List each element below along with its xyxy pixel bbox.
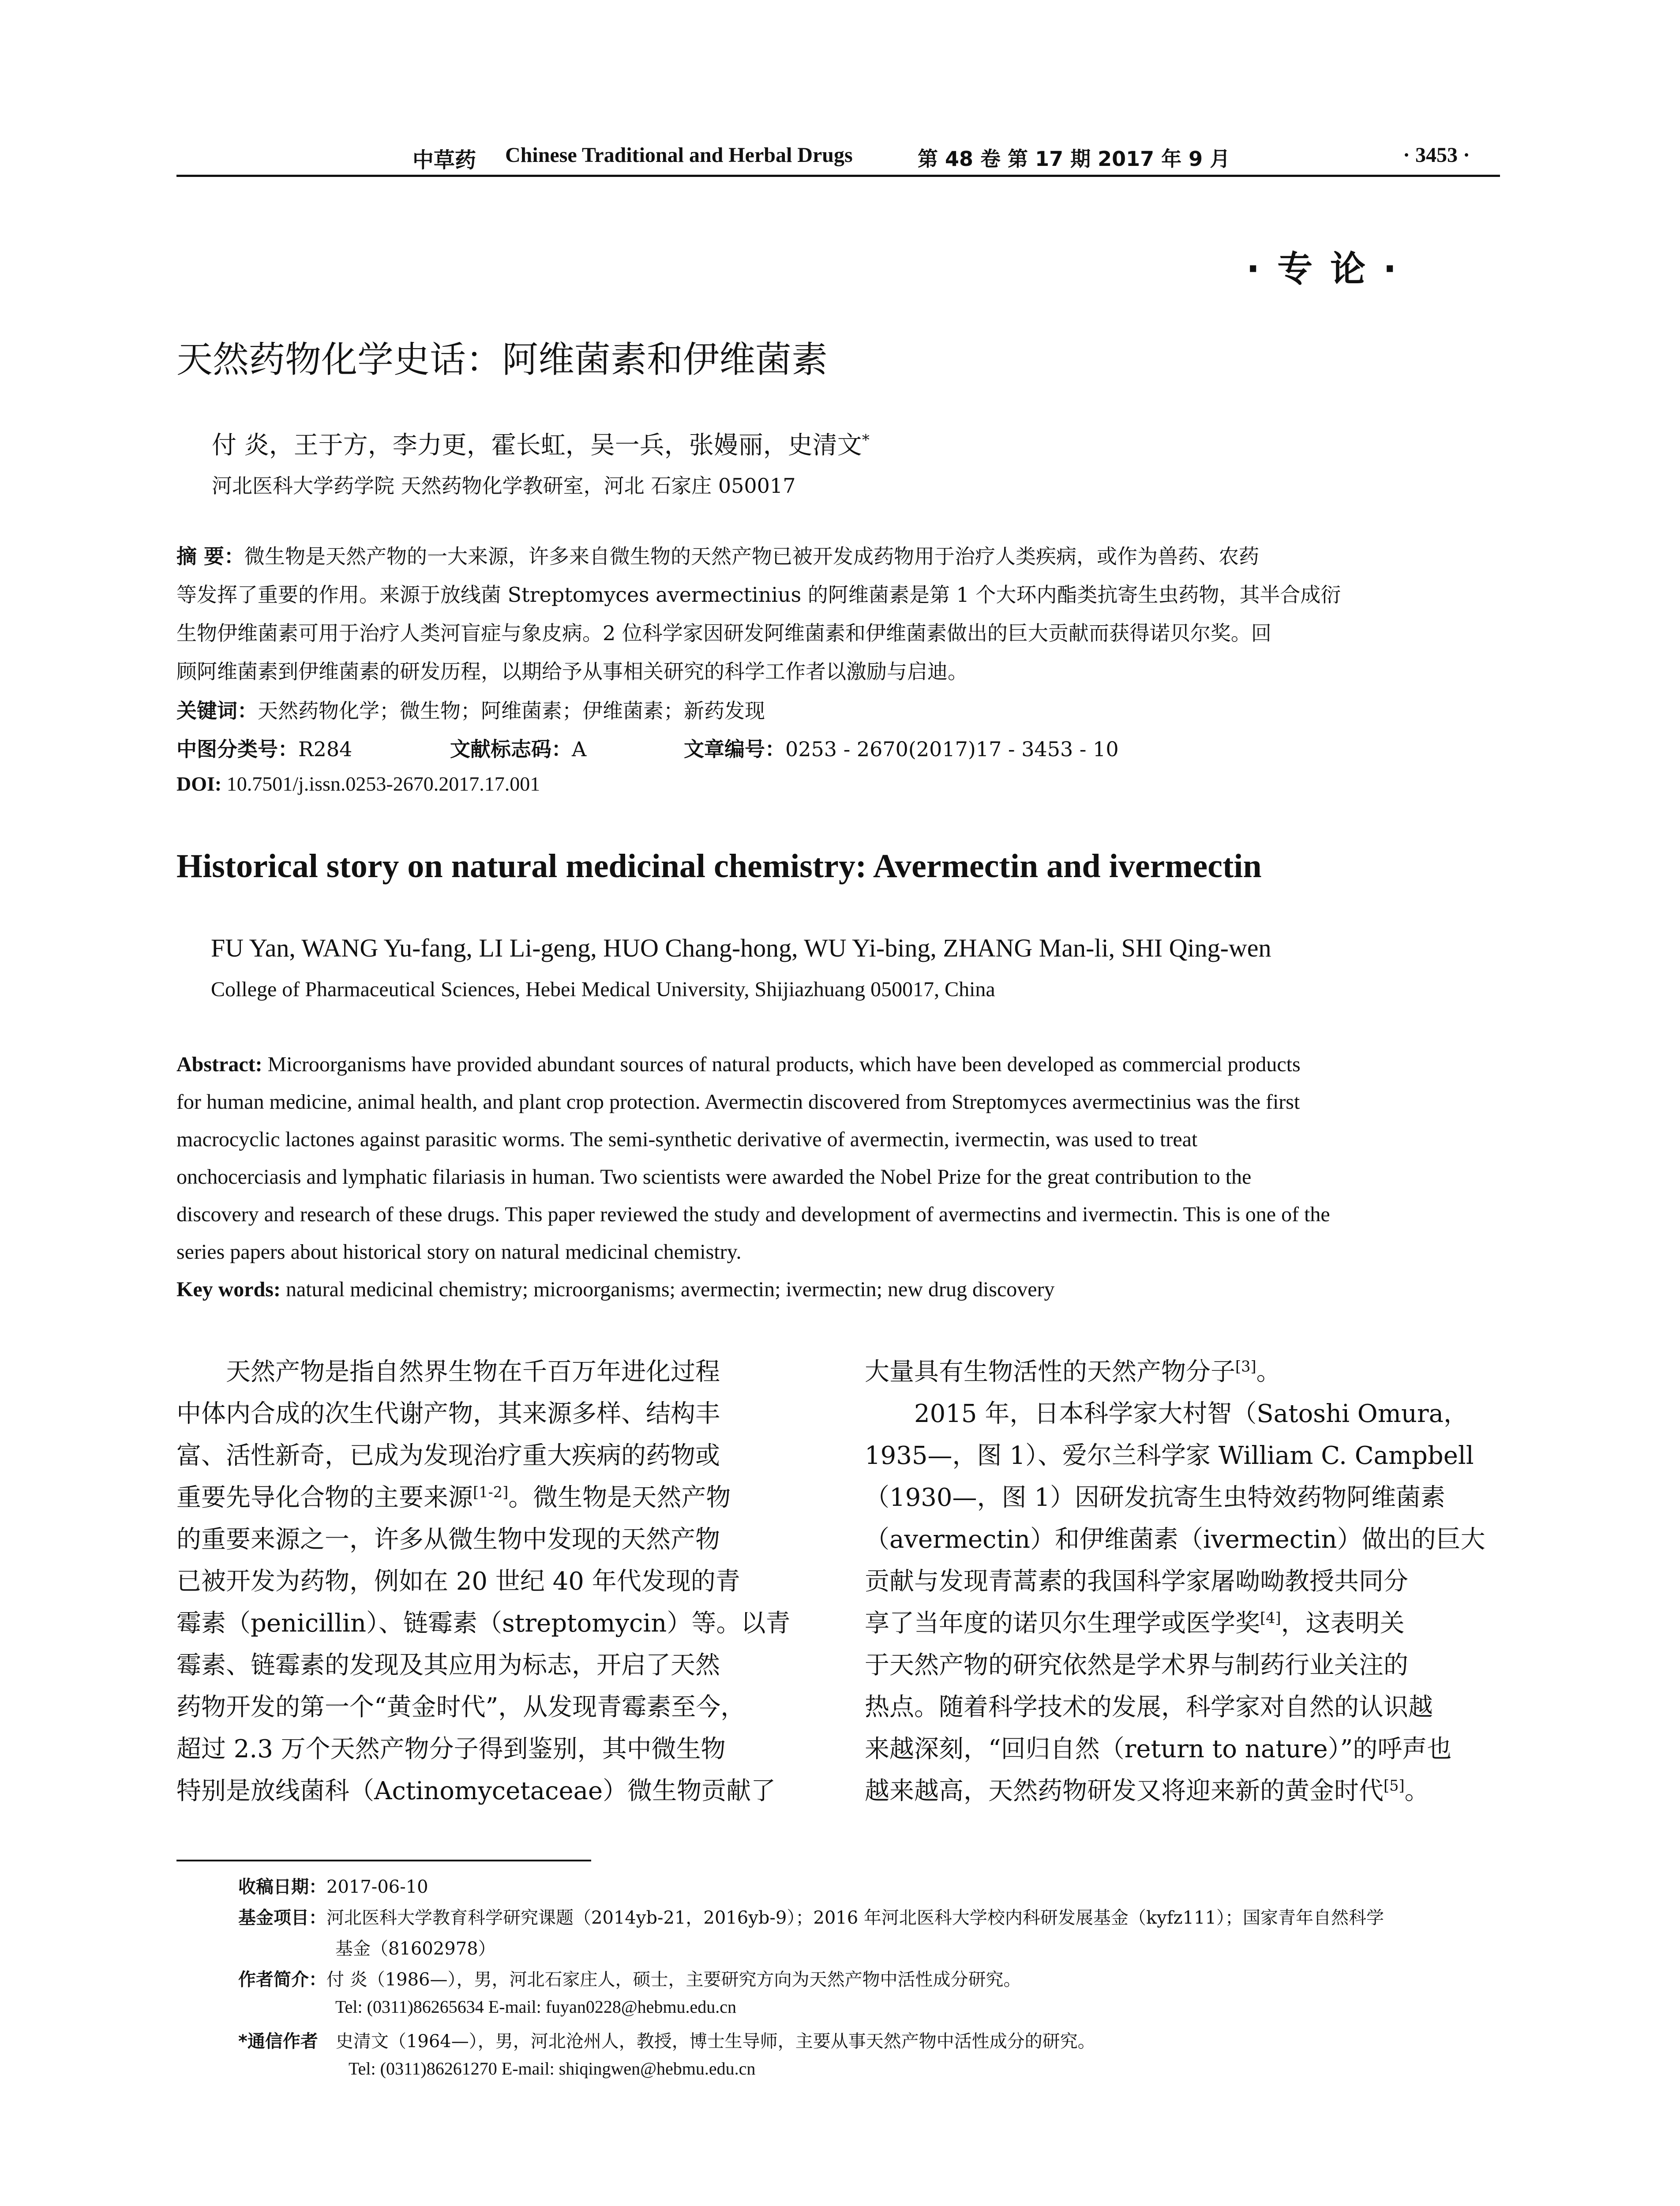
footnote-author-contact: Tel: (0311)86265634 E-mail: fuyan0228@hebmu.edu.cn [335, 1997, 737, 2017]
keywords-en: Key words: natural medicinal chemistry; microorganisms; avermectin; ivermectin; new drug discovery [176, 1278, 1055, 1301]
body-right-line-2: 2015 年，日本科学家大村智（Satoshi Omura， [914, 1399, 1469, 1428]
header-rule [176, 175, 1500, 177]
footnote-author-bio: 作者简介：付 炎（1986—），男，河北石家庄人，硕士，主要研究方向为天然产物中活性成分研究。 [238, 1970, 1021, 1990]
authors-en: FU Yan, WANG Yu-fang, LI Li-geng, HUO Chang-hong, WU Yi-bing, ZHANG Man-li, SHI Qing-wen [211, 934, 1271, 962]
footnote-corresponding: *通信作者 史清文（1964—），男，河北沧州人，教授，博士生导师，主要从事天然产物中活性成分的研究。 [238, 2031, 1095, 2052]
journal-name-cn: 中草药 [412, 148, 476, 173]
classification: 中图分类号：R284 文献标志码：A 文章编号：0253 - 2670(2017)17 - 3453 - 10 [176, 737, 1119, 761]
body-right-line-7: 享了当年度的诺贝尔生理学或医学奖[4]，这表明关 [865, 1609, 1405, 1638]
footnote-corresponding-contact: Tel: (0311)86261270 E-mail: shiqingwen@hebmu.edu.cn [349, 2059, 756, 2078]
journal-name-en: Chinese Traditional and Herbal Drugs [505, 143, 853, 167]
abstract-en-line-2: for human medicine, animal health, and plant crop protection. Avermectin discovered from Streptomyces avermectinius was the first [176, 1090, 1300, 1114]
body-right-line-4: （1930—，图 1）因研发抗寄生虫特效药物阿维菌素 [865, 1483, 1445, 1512]
abstract-en-line-3: macrocyclic lactones against parasitic worms. The semi-synthetic derivative of avermectin, ivermectin, was used to treat [176, 1128, 1198, 1151]
citation-1-2: [1-2] [473, 1483, 509, 1501]
footnote-received: 收稿日期：2017-06-10 [238, 1877, 428, 1897]
abstract-cn-line-2: 等发挥了重要的作用。来源于放线菌 Streptomyces avermectinius 的阿维菌素是第 1 个大环内酯类抗寄生虫药物，其半合成衍 [176, 583, 1341, 607]
abstract-cn-line-1: 摘 要：微生物是天然产物的一大来源，许多来自微生物的天然产物已被开发成药物用于治疗人类疾病，或作为兽药、农药 [176, 544, 1260, 568]
abstract-en-line-1: Abstract: Microorganisms have provided abundant sources of natural products, which have been developed as commercial products [176, 1053, 1301, 1076]
body-left-line-7: 霉素（penicillin）、链霉素（streptomycin）等。以青 [176, 1609, 791, 1638]
abstract-cn-line-3: 生物伊维菌素可用于治疗人类河盲症与象皮病。2 位科学家因研发阿维菌素和伊维菌素做出的巨大贡献而获得诺贝尔奖。回 [176, 621, 1271, 645]
abstract-en-line-4: onchocerciasis and lymphatic filariasis in human. Two scientists were awarded the Nobel Prize for the great contribution to the [176, 1165, 1252, 1189]
body-left-line-6: 已被开发为药物，例如在 20 世纪 40 年代发现的青 [176, 1567, 740, 1596]
abstract-en-line-6: series papers about historical story on natural medicinal chemistry. [176, 1240, 742, 1264]
corresponding-mark: * [862, 431, 870, 449]
body-left-line-3: 富、活性新奇，已成为发现治疗重大疾病的药物或 [176, 1441, 720, 1470]
section-label: · 专 论 · [1246, 248, 1399, 289]
body-left-line-9: 药物开发的第一个“黄金时代”，从发现青霉素至今， [176, 1693, 746, 1722]
body-right-line-5: （avermectin）和伊维菌素（ivermectin）做出的巨大 [865, 1525, 1485, 1554]
issue-info: 第 48 卷 第 17 期 2017 年 9 月 [918, 147, 1230, 171]
body-left-line-11: 特别是放线菌科（Actinomycetaceae）微生物贡献了 [176, 1777, 776, 1805]
authors-cn-text: 付 炎，王于方，李力更，霍长虹，吴一兵，张嫚丽，史清文 [212, 431, 862, 460]
affiliation-en: College of Pharmaceutical Sciences, Hebei Medical University, Shijiazhuang 050017, China [211, 978, 995, 1001]
body-left-line-1: 天然产物是指自然界生物在千百万年进化过程 [226, 1358, 720, 1386]
running-header [176, 139, 1504, 175]
abstract-cn-label: 摘 要： [176, 544, 245, 568]
authors-cn [212, 426, 870, 461]
page-number: · 3453 · [1403, 143, 1470, 167]
keywords-cn-label: 关键词： [176, 699, 258, 723]
body-left-line-8: 霉素、链霉素的发现及其应用为标志，开启了天然 [176, 1651, 720, 1680]
keywords-en-label: Key words: [176, 1278, 281, 1301]
abstract-cn-line-4: 顾阿维菌素到伊维菌素的研发历程，以期给予从事相关研究的科学工作者以激励与启迪。 [176, 660, 968, 683]
keywords-cn: 关键词：天然药物化学；微生物；阿维菌素；伊维菌素；新药发现 [176, 699, 765, 723]
body-right-line-6: 贡献与发现青蒿素的我国科学家屠呦呦教授共同分 [865, 1567, 1408, 1596]
abstract-en-label: Abstract: [176, 1053, 262, 1076]
body-left-line-5: 的重要来源之一，许多从微生物中发现的天然产物 [176, 1525, 720, 1554]
body-left-line-4: 重要先导化合物的主要来源[1-2]。微生物是天然产物 [176, 1483, 731, 1512]
body-right-line-9: 热点。随着科学技术的发展，科学家对自然的认识越 [865, 1693, 1433, 1722]
body-right-line-8: 于天然产物的研究依然是学术界与制药行业关注的 [865, 1651, 1408, 1680]
citation-4: [4] [1260, 1609, 1281, 1627]
body-left-line-10: 超过 2.3 万个天然产物分子得到鉴别，其中微生物 [176, 1735, 726, 1763]
body-right-line-3: 1935—，图 1）、爱尔兰科学家 William C. Campbell [865, 1441, 1474, 1470]
footnote-funding: 基金项目：河北医科大学教育科学研究课题（2014yb-21，2016yb-9）；2016 年河北医科大学校内科研发展基金（kyfz111）；国家青年自然科学 [238, 1908, 1384, 1928]
citation-3: [3] [1235, 1358, 1256, 1375]
title-cn: 天然药物化学史话：阿维菌素和伊维菌素 [176, 339, 828, 381]
footnote-rule [176, 1860, 591, 1861]
citation-5: [5] [1384, 1777, 1405, 1794]
doi: DOI: 10.7501/j.issn.0253-2670.2017.17.001 [176, 773, 540, 795]
abstract-en-line-5: discovery and research of these drugs. This paper reviewed the study and development of avermectins and ivermectin. This is one of the [176, 1203, 1330, 1226]
body-right-line-1: 大量具有生物活性的天然产物分子[3]。 [865, 1358, 1281, 1386]
body-right-line-10: 来越深刻，“回归自然（return to nature）”的呼声也 [865, 1735, 1452, 1763]
footnote-funding-cont: 基金（81602978） [335, 1939, 496, 1959]
body-left-line-2: 中体内合成的次生代谢产物，其来源多样、结构丰 [176, 1399, 720, 1428]
title-en: Historical story on natural medicinal chemistry: Avermectin and ivermectin [176, 848, 1262, 885]
affiliation-cn: 河北医科大学药学院 天然药物化学教研室，河北 石家庄 050017 [212, 474, 796, 498]
body-right-line-11: 越来越高，天然药物研发又将迎来新的黄金时代[5]。 [865, 1777, 1429, 1805]
